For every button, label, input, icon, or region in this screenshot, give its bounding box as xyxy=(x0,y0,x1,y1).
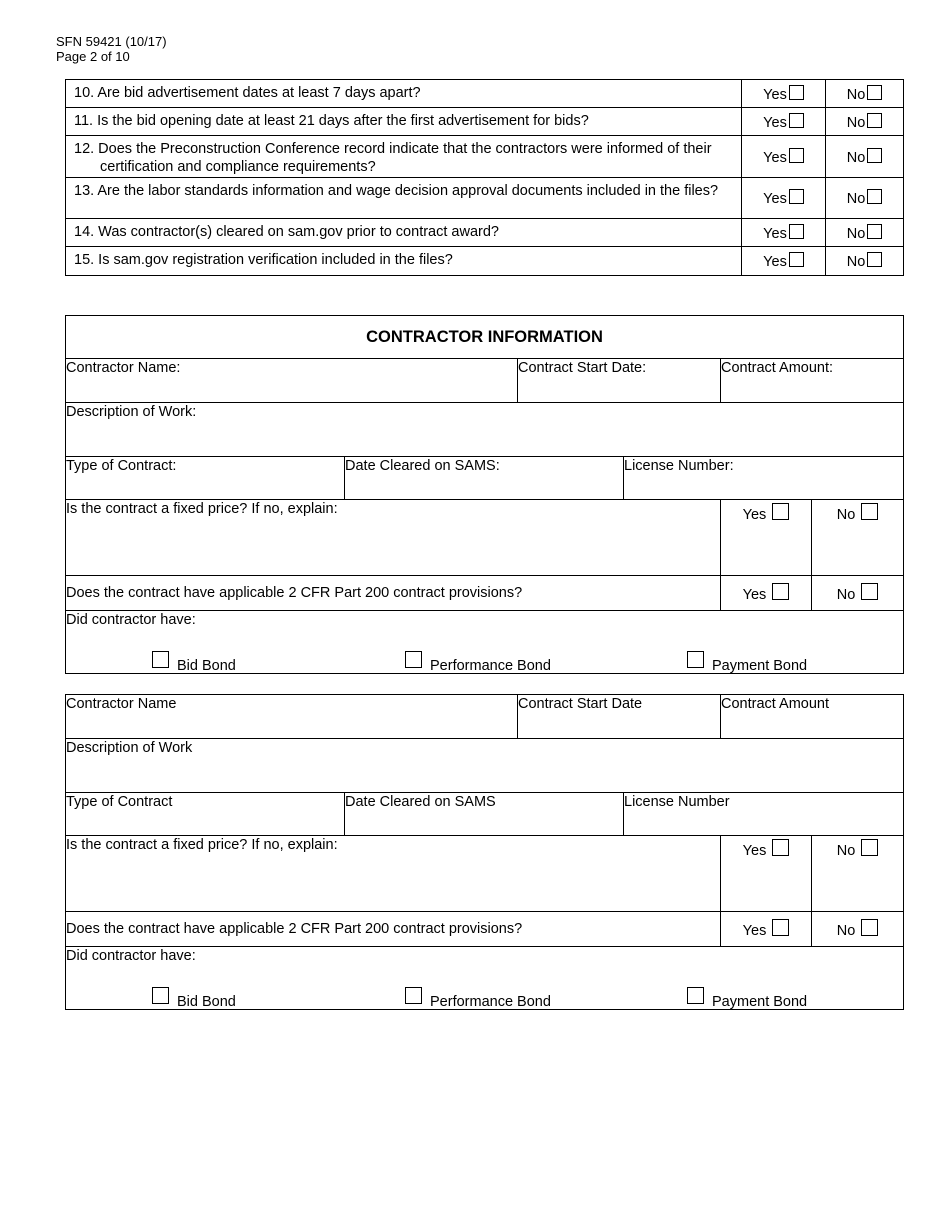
yes-label: Yes xyxy=(742,923,767,939)
no-label: No xyxy=(846,225,866,242)
bid-bond-checkbox[interactable] xyxy=(152,987,169,1004)
no-checkbox[interactable] xyxy=(867,224,882,239)
contract-amount-field[interactable] xyxy=(721,359,904,403)
no-label: No xyxy=(846,254,866,270)
question-row xyxy=(66,80,904,108)
question-row xyxy=(66,136,904,178)
no-label: No xyxy=(836,923,856,939)
no-checkbox[interactable] xyxy=(867,85,882,100)
performance-bond-label: Performance Bond xyxy=(430,658,551,674)
cfr-label: Does the contract have applicable 2 CFR Part 200 contract provisions? xyxy=(66,921,523,937)
contractor-name-field[interactable] xyxy=(66,695,518,739)
contract-start-date-label: Contract Start Date xyxy=(518,696,643,712)
contract-type-field[interactable] xyxy=(66,457,345,500)
fixed-price-label: Is the contract a fixed price? If no, explain: xyxy=(66,501,338,517)
no-label: No xyxy=(846,149,866,166)
fixed-price-no-checkbox[interactable] xyxy=(861,503,878,520)
performance-bond-checkbox[interactable] xyxy=(405,987,422,1004)
yes-label: Yes xyxy=(763,86,787,103)
payment-bond-checkbox[interactable] xyxy=(687,651,704,668)
contract-type-label: Type of Contract xyxy=(66,794,173,810)
fixed-price-field[interactable] xyxy=(66,500,721,576)
yes-label: Yes xyxy=(742,507,767,523)
question-row xyxy=(66,108,904,136)
bid-bond-label: Bid Bond xyxy=(177,658,236,674)
fixed-price-no-checkbox[interactable] xyxy=(861,839,878,856)
fixed-price-label: Is the contract a fixed price? If no, explain: xyxy=(66,837,338,853)
bid-bond-label: Bid Bond xyxy=(177,994,236,1010)
payment-bond-label: Payment Bond xyxy=(712,994,808,1010)
questions-table xyxy=(65,79,904,276)
performance-bond-checkbox[interactable] xyxy=(405,651,422,668)
contract-amount-label: Contract Amount: xyxy=(721,360,834,376)
yes-label: Yes xyxy=(763,225,787,242)
description-label: Description of Work xyxy=(66,740,193,756)
contractor-name-field[interactable] xyxy=(66,359,518,403)
yes-checkbox[interactable] xyxy=(789,148,804,163)
question-text: 14. Was contractor(s) cleared on sam.gov prior to contract award? xyxy=(74,224,499,240)
form-header xyxy=(56,34,167,64)
did-contractor-have-label: Did contractor have: xyxy=(66,948,196,964)
bid-bond-checkbox[interactable] xyxy=(152,651,169,668)
payment-bond-label: Payment Bond xyxy=(712,658,808,674)
yes-label: Yes xyxy=(742,843,767,859)
bid-bond-option[interactable] xyxy=(152,987,236,1011)
question-text: 12. Does the Preconstruction Conference record indicate that the contractors were informed of their certification and compliance requirements? xyxy=(74,141,712,175)
no-label: No xyxy=(836,507,856,523)
question-row xyxy=(66,219,904,247)
payment-bond-checkbox[interactable] xyxy=(687,987,704,1004)
yes-checkbox[interactable] xyxy=(789,252,804,267)
cfr-yes-checkbox[interactable] xyxy=(772,583,789,600)
cfr-question xyxy=(66,576,721,611)
bid-bond-option[interactable] xyxy=(152,651,236,675)
performance-bond-label: Performance Bond xyxy=(430,994,551,1010)
contract-amount-field[interactable] xyxy=(721,695,904,739)
cfr-question xyxy=(66,912,721,947)
page-number: Page 2 of 10 xyxy=(56,49,130,64)
question-text: 15. Is sam.gov registration verification included in the files? xyxy=(74,252,453,268)
fixed-price-yes-checkbox[interactable] xyxy=(772,839,789,856)
question-text: 13. Are the labor standards information and wage decision approval documents included in the files? xyxy=(74,183,719,199)
description-label: Description of Work: xyxy=(66,404,197,420)
license-number-field[interactable] xyxy=(624,793,904,836)
no-checkbox[interactable] xyxy=(867,148,882,163)
date-cleared-field[interactable] xyxy=(345,793,624,836)
no-label: No xyxy=(846,191,866,207)
question-row xyxy=(66,178,904,219)
no-label: No xyxy=(836,843,856,859)
contract-type-label: Type of Contract: xyxy=(66,458,177,474)
contractor-name-label: Contractor Name xyxy=(66,696,177,712)
yes-checkbox[interactable] xyxy=(789,224,804,239)
contract-start-date-field[interactable] xyxy=(518,359,721,403)
no-label: No xyxy=(836,587,856,603)
form-number: SFN 59421 (10/17) xyxy=(56,34,167,49)
cfr-yes-checkbox[interactable] xyxy=(772,919,789,936)
no-checkbox[interactable] xyxy=(867,113,882,128)
yes-checkbox[interactable] xyxy=(789,189,804,204)
payment-bond-option[interactable] xyxy=(687,651,807,675)
fixed-price-yes-checkbox[interactable] xyxy=(772,503,789,520)
question-text: 11. Is the bid opening date at least 21 days after the first advertisement for bids? xyxy=(74,113,589,129)
date-cleared-label: Date Cleared on SAMS: xyxy=(345,458,500,474)
license-number-field[interactable] xyxy=(624,457,904,500)
question-row xyxy=(66,247,904,276)
contractor-name-label: Contractor Name: xyxy=(66,360,181,376)
contract-type-field[interactable] xyxy=(66,793,345,836)
section-title: CONTRACTOR INFORMATION xyxy=(66,316,904,359)
fixed-price-field[interactable] xyxy=(66,836,721,912)
cfr-label: Does the contract have applicable 2 CFR Part 200 contract provisions? xyxy=(66,585,523,601)
bonds-cell xyxy=(66,611,904,674)
contract-amount-label: Contract Amount xyxy=(721,696,830,712)
contract-start-date-label: Contract Start Date: xyxy=(518,360,647,376)
yes-label: Yes xyxy=(763,114,787,131)
date-cleared-label: Date Cleared on SAMS xyxy=(345,794,496,810)
license-number-label: License Number: xyxy=(624,458,734,474)
yes-label: Yes xyxy=(763,191,787,207)
question-text: 10. Are bid advertisement dates at least 7 days apart? xyxy=(74,85,421,101)
cfr-no-checkbox[interactable] xyxy=(861,919,878,936)
yes-label: Yes xyxy=(763,254,787,270)
description-field[interactable] xyxy=(66,739,904,793)
contractor-block-2 xyxy=(65,694,904,1010)
performance-bond-option[interactable] xyxy=(405,651,551,675)
no-checkbox[interactable] xyxy=(867,252,882,267)
yes-checkbox[interactable] xyxy=(789,85,804,100)
bonds-cell xyxy=(66,947,904,1010)
no-label: No xyxy=(846,114,866,131)
date-cleared-field[interactable] xyxy=(345,457,624,500)
yes-label: Yes xyxy=(763,149,787,166)
description-field[interactable] xyxy=(66,403,904,457)
did-contractor-have-label: Did contractor have: xyxy=(66,612,196,628)
contractor-block-1 xyxy=(65,315,904,674)
performance-bond-option[interactable] xyxy=(405,987,551,1011)
cfr-no-checkbox[interactable] xyxy=(861,583,878,600)
no-label: No xyxy=(846,86,866,103)
license-number-label: License Number xyxy=(624,794,730,810)
contract-start-date-field[interactable] xyxy=(518,695,721,739)
no-checkbox[interactable] xyxy=(867,189,882,204)
yes-label: Yes xyxy=(742,587,767,603)
yes-checkbox[interactable] xyxy=(789,113,804,128)
payment-bond-option[interactable] xyxy=(687,987,807,1011)
